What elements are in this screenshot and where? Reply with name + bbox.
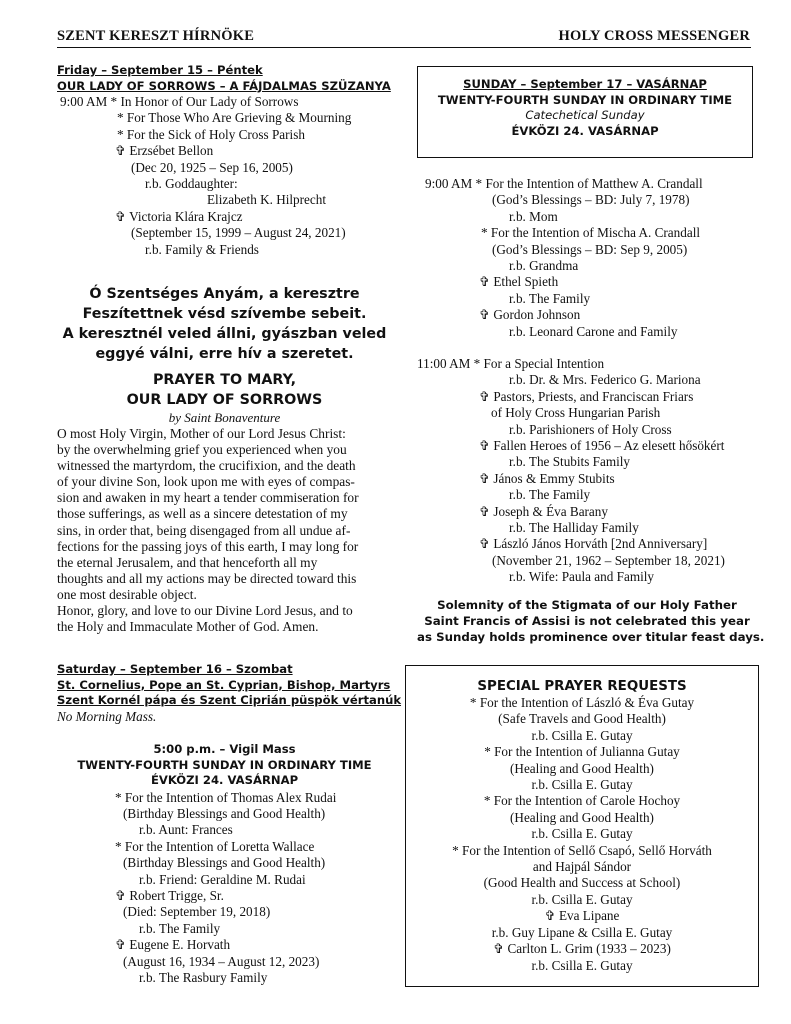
friday-line: ✞ Erzsébet Bellon bbox=[115, 143, 214, 159]
mass-line: ✞ Joseph & Éva Barany bbox=[479, 503, 608, 519]
mass-line: * For the Intention of Mischa A. Crandall bbox=[481, 225, 701, 241]
sunday-heading-box bbox=[417, 66, 753, 158]
vigil-line: r.b. The Rasbury Family bbox=[139, 969, 268, 985]
prayer-line: one most desirable object. bbox=[57, 586, 197, 602]
mass-line: (God’s Blessings – BD: Sep 9, 2005) bbox=[492, 241, 688, 257]
sunday-subtitle: Catechetical Sunday bbox=[525, 108, 645, 122]
prayer-closing: Honor, glory, and love to our Divine Lord Jesus, and to bbox=[57, 603, 353, 619]
vigil-line: * For the Intention of Thomas Alex Rudai bbox=[115, 789, 337, 805]
friday-feast: OUR LADY OF SORROWS – A FÁJDALMAS SZÜZANYA bbox=[57, 78, 391, 93]
prayer-title: OUR LADY OF SORROWS bbox=[126, 392, 323, 408]
newsletter-title-hu: SZENT KERESZT HÍRNÖKE bbox=[57, 28, 255, 44]
mass-line: r.b. The Family bbox=[509, 290, 591, 306]
friday-line: * For Those Who Are Grieving & Mourning bbox=[117, 110, 352, 126]
vigil-line: ✞ Robert Trigge, Sr. bbox=[115, 887, 224, 903]
mass-line: r.b. The Stubits Family bbox=[509, 454, 631, 470]
prayer-line: those sufferings, as well as a sincere detestation of my bbox=[57, 506, 348, 522]
prayer-body bbox=[57, 426, 392, 635]
sunday-title-hu: ÉVKÖZI 24. VASÁRNAP bbox=[511, 123, 659, 138]
solemnity-line: Saint Francis of Assisi is not celebrated this year bbox=[424, 614, 750, 628]
mass-line: (God’s Blessings – BD: July 7, 1978) bbox=[492, 192, 690, 208]
prayer-title: PRAYER TO MARY, bbox=[152, 372, 297, 388]
friday-line: (September 15, 1999 – August 24, 2021) bbox=[131, 225, 346, 241]
vigil-line: r.b. The Family bbox=[139, 920, 221, 936]
friday-line: 9:00 AM * In Honor of Our Lady of Sorrows bbox=[60, 94, 299, 109]
vigil-line: (August 16, 1934 – August 12, 2023) bbox=[123, 953, 320, 969]
request-line: (Safe Travels and Good Health) bbox=[498, 711, 666, 727]
friday-line: ✞ Victoria Klára Krajcz bbox=[115, 208, 243, 224]
mass-line: r.b. Wife: Paula and Family bbox=[509, 569, 654, 585]
request-line: ✞ Eva Lipane bbox=[544, 908, 620, 924]
saturday-feast: St. Cornelius, Pope an St. Cyprian, Bishop, Martyrs bbox=[57, 677, 391, 692]
prayer-author: by Saint Bonaventure bbox=[168, 410, 281, 425]
mass-line: 11:00 AM * For a Special Intention bbox=[417, 356, 605, 371]
mass-line: r.b. Parishioners of Holy Cross bbox=[509, 421, 672, 437]
prayer-line: the eternal Jerusalem, and that henceforth all my bbox=[57, 554, 318, 570]
request-line: and Hajpál Sándor bbox=[532, 859, 632, 875]
prayer-line: sins, in order that, being disengaged from all undue af- bbox=[57, 522, 351, 538]
prayer-to-mary bbox=[57, 370, 392, 635]
friday-line: * For the Sick of Holy Cross Parish bbox=[117, 126, 305, 142]
special-requests-list bbox=[406, 695, 758, 974]
request-line: r.b. Csilla E. Gutay bbox=[531, 826, 633, 842]
mass-line: r.b. Mom bbox=[509, 208, 558, 224]
vigil-line: (Died: September 19, 2018) bbox=[123, 904, 271, 920]
newsletter-title-en: HOLY CROSS MESSENGER bbox=[558, 28, 750, 44]
mass-line: (November 21, 1962 – September 18, 2021) bbox=[492, 552, 725, 568]
vigil-line: (Birthday Blessings and Good Health) bbox=[123, 855, 326, 871]
mass-line: ✞ Gordon Johnson bbox=[479, 307, 581, 323]
mass-line: ✞ János & Emmy Stubits bbox=[479, 470, 615, 486]
request-line: * For the Intention of Carole Hochoy bbox=[483, 793, 681, 809]
special-prayer-requests-box bbox=[405, 665, 759, 987]
sunday-date: SUNDAY – September 17 – VASÁRNAP bbox=[463, 77, 707, 91]
saturday-note: No Morning Mass. bbox=[57, 708, 157, 724]
mass-line: r.b. The Family bbox=[509, 487, 591, 503]
prayer-line: of your divine Son, look upon me with eyes of compas- bbox=[57, 474, 355, 490]
request-line: (Good Health and Success at School) bbox=[483, 875, 681, 891]
request-line: (Healing and Good Health) bbox=[510, 809, 654, 825]
prayer-line: by the overwhelming grief you experienced when you bbox=[57, 442, 347, 458]
hungarian-prayer-line: eggyé válni, erre hív a szeretet. bbox=[95, 346, 354, 362]
solemnity-line: Solemnity of the Stigmata of our Holy Father bbox=[437, 598, 737, 612]
prayer-line: thoughts and all my actions may be directed toward this bbox=[57, 570, 357, 586]
sunday-title: TWENTY-FOURTH SUNDAY IN ORDINARY TIME bbox=[437, 92, 733, 107]
mass-line: r.b. Dr. & Mrs. Federico G. Mariona bbox=[509, 372, 701, 388]
friday-line: Elizabeth K. Hilprecht bbox=[207, 192, 327, 208]
request-line: r.b. Csilla E. Gutay bbox=[531, 891, 633, 907]
friday-line: r.b. Goddaughter: bbox=[145, 176, 238, 192]
request-line: * For the Intention of Sellő Csapó, Sellő Horváth bbox=[452, 842, 712, 858]
vigil-line: (Birthday Blessings and Good Health) bbox=[123, 805, 326, 821]
request-line: (Healing and Good Health) bbox=[510, 760, 654, 776]
hungarian-prayer-line: Feszítettnek vésd szívembe sebeit. bbox=[82, 306, 367, 322]
sunday-9am-section bbox=[417, 176, 757, 340]
mass-line: ✞ Pastors, Priests, and Franciscan Friars bbox=[479, 388, 694, 404]
hungarian-prayer-line: A keresztnél veled állni, gyászban veled bbox=[62, 326, 387, 342]
sunday-11am-section bbox=[417, 356, 757, 586]
prayer-line: O most Holy Virgin, Mother of our Lord Jesus Christ: bbox=[57, 426, 346, 441]
mass-line: ✞ László János Horváth [2nd Anniversary] bbox=[479, 536, 708, 552]
friday-date: Friday – September 15 – Péntek bbox=[57, 63, 263, 77]
vigil-line: r.b. Aunt: Frances bbox=[139, 822, 233, 838]
mass-line: 9:00 AM * For the Intention of Matthew A. Crandall bbox=[425, 176, 703, 191]
hungarian-prayer-line: Ó Szentséges Anyám, a keresztre bbox=[89, 286, 360, 302]
vigil-time: 5:00 p.m. – Vigil Mass bbox=[153, 742, 296, 756]
friday-section bbox=[57, 63, 392, 258]
prayer-line: sion and awaken in my heart a tender commiseration for bbox=[57, 490, 359, 506]
mass-line: ✞ Fallen Heroes of 1956 – Az elesett hősökért bbox=[479, 438, 725, 454]
hungarian-prayer bbox=[57, 284, 392, 364]
prayer-line: witnessed the martyrdom, the crucifixion, and the death bbox=[57, 458, 356, 474]
solemnity-line: as Sunday holds prominence over titular feast days. bbox=[417, 630, 765, 644]
vigil-title-hu: ÉVKÖZI 24. VASÁRNAP bbox=[150, 773, 299, 787]
request-line: r.b. Csilla E. Gutay bbox=[531, 727, 633, 743]
request-line: r.b. Csilla E. Gutay bbox=[531, 777, 633, 793]
saturday-date: Saturday – September 16 – Szombat bbox=[57, 662, 293, 676]
prayer-closing: the Holy and Immaculate Mother of God. Amen. bbox=[57, 619, 319, 635]
request-line: * For the Intention of Julianna Gutay bbox=[484, 744, 680, 760]
mass-line: r.b. Grandma bbox=[509, 258, 579, 274]
request-line: ✞ Carlton L. Grim (1933 – 2023) bbox=[493, 941, 671, 957]
mass-line: of Holy Cross Hungarian Parish bbox=[491, 405, 661, 421]
friday-line: (Dec 20, 1925 – Sep 16, 2005) bbox=[131, 159, 293, 175]
vigil-line: r.b. Friend: Geraldine M. Rudai bbox=[139, 871, 306, 887]
vigil-mass-section bbox=[57, 742, 392, 986]
vigil-line: ✞ Eugene E. Horvath bbox=[115, 937, 231, 953]
request-line: r.b. Guy Lipane & Csilla E. Gutay bbox=[491, 924, 673, 940]
request-line: r.b. Csilla E. Gutay bbox=[531, 957, 633, 973]
saturday-section bbox=[57, 662, 402, 725]
mass-line: r.b. The Halliday Family bbox=[509, 520, 639, 536]
request-line: * For the Intention of László & Éva Gutay bbox=[469, 695, 695, 710]
saturday-feast-hu: Szent Kornél pápa és Szent Ciprián püspök vértanúk bbox=[57, 693, 402, 707]
prayer-line: fections for the passing joys of this earth, I may long for bbox=[57, 538, 359, 554]
mass-line: ✞ Ethel Spieth bbox=[479, 274, 559, 290]
solemnity-note bbox=[417, 597, 765, 645]
special-requests-title: SPECIAL PRAYER REQUESTS bbox=[477, 679, 687, 694]
friday-line: r.b. Family & Friends bbox=[145, 241, 259, 257]
mass-line: r.b. Leonard Carone and Family bbox=[509, 323, 678, 339]
vigil-title: TWENTY-FOURTH SUNDAY IN ORDINARY TIME bbox=[77, 757, 372, 772]
vigil-line: * For the Intention of Loretta Wallace bbox=[115, 838, 315, 854]
header-divider bbox=[57, 47, 751, 48]
